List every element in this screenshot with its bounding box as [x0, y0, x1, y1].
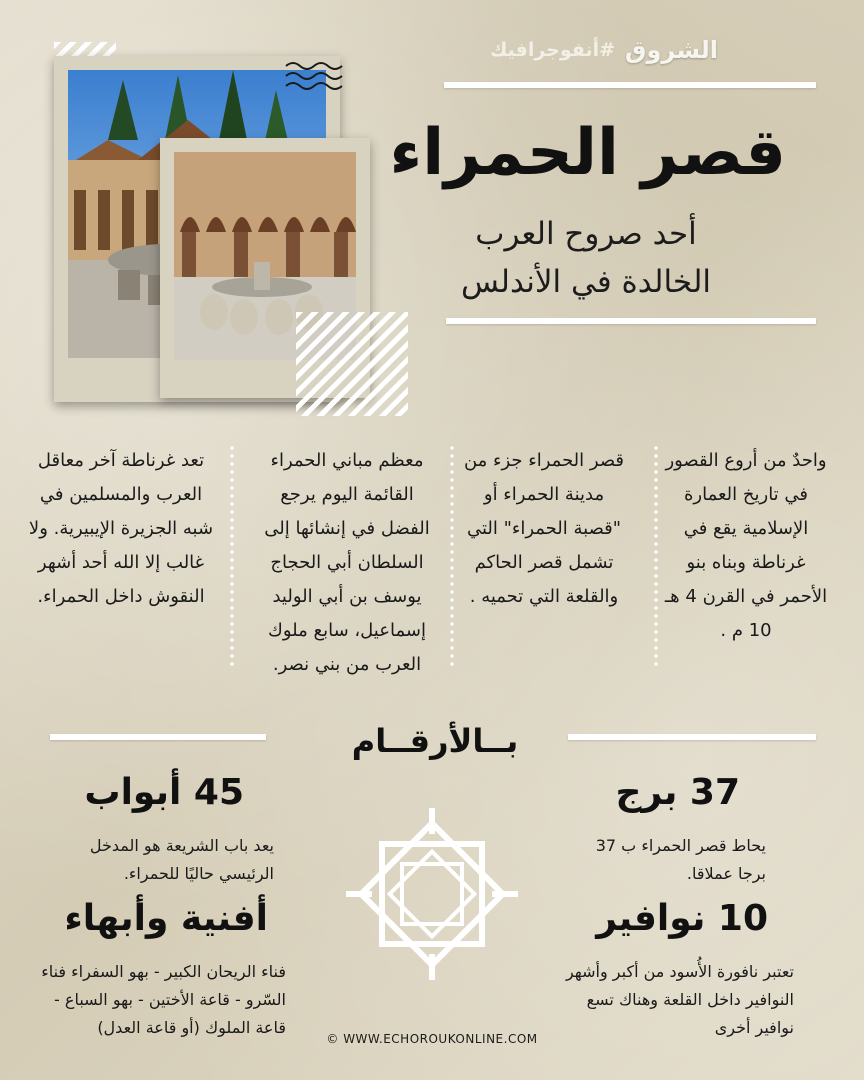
- copyright-icon: ©: [326, 1032, 339, 1046]
- stat-courts-text: فناء الريحان الكبير - بهو السفراء فناء السّرو - قاعة الأختين - بهو السباع - قاعة الملوك (أو قاعة العدل): [41, 962, 286, 1037]
- title-rule: [446, 318, 816, 324]
- page-subtitle: [436, 210, 736, 306]
- decorative-stripes-bottom: [296, 312, 408, 416]
- top-rule: [444, 82, 816, 88]
- brand-bar: [490, 36, 718, 64]
- page-title: قصر الحمراء: [389, 116, 786, 190]
- column-1: واحدٌ من أروع القصور في تاريخ العمارة الإسلامية يقع في غرناطة وبناه بنو الأحمر في القرن 4 هـ 10 م .: [664, 450, 828, 641]
- subtitle-line-2: الخالدة في الأندلس: [461, 264, 711, 300]
- brand-logo: الشروق: [625, 36, 718, 64]
- stat-fountains-title: 10 نوافير: [596, 898, 768, 939]
- footer: [300, 1032, 564, 1046]
- dotted-separator-2: [448, 444, 456, 666]
- numbers-heading: بــالأرقــام: [351, 722, 519, 760]
- stat-fountains-text: تعتبر نافورة الأُسود من أكبر وأشهر النوافير داخل القلعة وهناك تسع نوافير أخرى: [565, 962, 794, 1037]
- dotted-separator-1: [652, 444, 660, 666]
- hashtag: #أنفوجرافيك: [489, 39, 616, 61]
- subtitle-line-1: أحد صروح العرب: [475, 216, 697, 252]
- column-4: تعد غرناطة آخر معاقل العرب والمسلمين في شبه الجزيرة الإيبيرية. ولا غالب إلا الله أحد أشهر النقوش داخل الحمراء.: [28, 450, 214, 607]
- stat-gates-title: 45 أبواب: [84, 772, 244, 813]
- islamic-star-ornament: [346, 808, 518, 980]
- stat-courts-title: أفنية وأبهاء: [64, 898, 268, 939]
- decorative-wave-lines: [284, 60, 346, 96]
- numbers-rule-right: [568, 734, 816, 740]
- column-2: قصر الحمراء جزء من مدينة الحمراء أو "قصبة الحمراء" التي تشمل قصر الحاكم والقلعة التي تحميه .: [463, 450, 625, 607]
- stat-towers-text: يحاط قصر الحمراء ب 37 برجا عملاقا.: [595, 836, 766, 883]
- footer-url[interactable]: WWW.ECHOROUKONLINE.COM: [343, 1032, 538, 1046]
- numbers-rule-left: [50, 734, 266, 740]
- dotted-separator-3: [228, 444, 236, 666]
- column-3: معظم مباني الحمراء القائمة اليوم يرجع الفضل في إنشائها إلى السلطان أبي الحجاج يوسف بن أبي الوليد إسماعيل، سابع ملوك العرب من بني نصر.: [264, 450, 430, 675]
- stat-towers-title: 37 برج: [615, 772, 740, 813]
- stat-gates-text: يعد باب الشريعة هو المدخل الرئيسي حاليًا للحمراء.: [89, 836, 274, 883]
